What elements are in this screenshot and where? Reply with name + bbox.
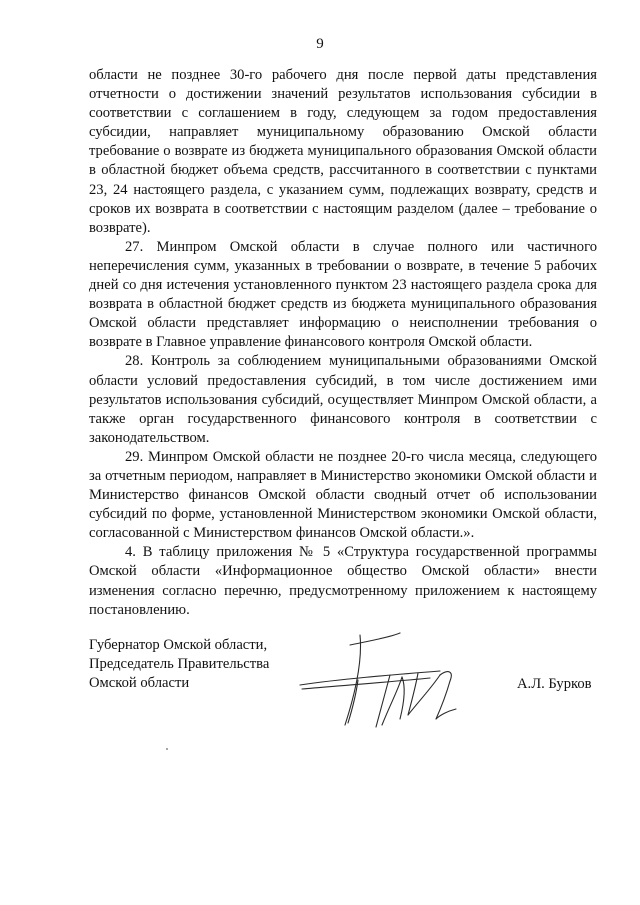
- signatory-title-line: Омской области: [89, 675, 190, 692]
- paragraph-item-4: 4. В таблицу приложения № 5 «Структура государственной программы Омской области «Информационное общество Омской области» внести изменения согласно перечню, предусмотренному приложением к настоящему постановлению.: [89, 544, 597, 618]
- document-body: [89, 66, 597, 620]
- paragraph-continuation: области не позднее 30-го рабочего дня после первой даты представления отчетности о достижении значений результатов использования субсидии в соответствии с соглашением в году, следующем за годом предоставления субсидии, направляет муниципальному образованию Омской области требование о возврате из бюджета муниципального образования Омской области в областной бюджет объема средств, рассчитанного в соответствии с пунктами 23, 24 настоящего раздела, с указанием сумм, подлежащих возврату, средств и сроков их возврата в соответствии с настоящим разделом (далее – требование о возврате).: [89, 67, 597, 236]
- page-number: 9: [316, 36, 324, 52]
- paragraph-27: 27. Минпром Омской области в случае полного или частичного неперечисления сумм, указанных в требовании о возврате, в течение 5 рабочих дней со дня истечения установленного пунктом 23 настоящего раздела срока для возврата в областной бюджет средств из бюджета муниципального образования Омской области представляет информацию о неисполнении требования о возврате в Главное управление финансового контроля Омской области.: [89, 238, 597, 351]
- scan-speck: [166, 748, 168, 750]
- paragraph-28: 28. Контроль за соблюдением муниципальными образованиями Омской области условий предоставления субсидий, в том числе достижением ими результатов использования субсидий, осуществляет Минпром Омской области, а также орган государственного финансового контроля в соответствии с законодательством.: [89, 353, 597, 446]
- signer-name: А.Л. Бурков: [517, 676, 592, 692]
- handwritten-signature: [290, 615, 490, 745]
- paragraph-29: 29. Минпром Омской области не позднее 20-го числа месяца, следующего за отчетным периодом, направляет в Министерство экономики Омской области и Министерство финансов Омской области сводный отчет об использовании субсидий по форме, установленной Министерством экономики Омской области, согласованной с Министерством финансов Омской области.».: [89, 448, 597, 542]
- signatory-title-line: Губернатор Омской области,: [89, 637, 268, 653]
- signatory-title: [89, 636, 269, 693]
- signatory-title-line: Председатель Правительства: [89, 656, 270, 673]
